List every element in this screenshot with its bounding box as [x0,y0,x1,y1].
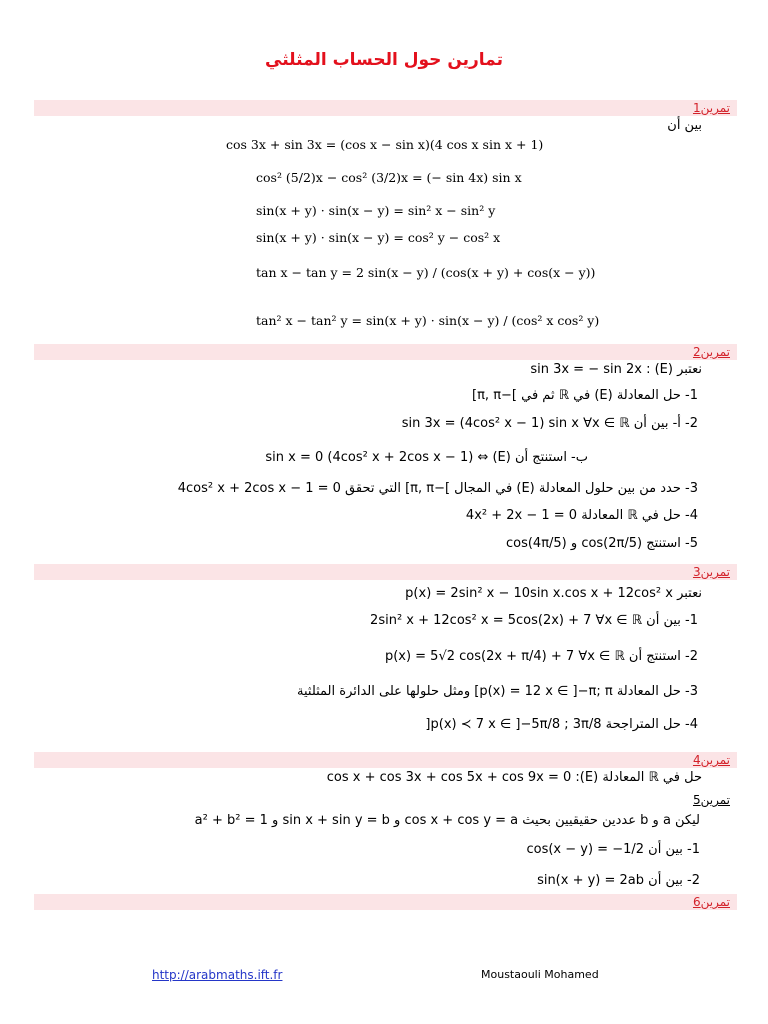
ex1-formula-1: cos 3x + sin 3x = (cos x − sin x)(4 cos x sin x + 1) [226,137,544,152]
ex1-formula-2: cos² (5/2)x − cos² (3/2)x = (− sin 4x) sin x [256,170,522,185]
ex2-line-1: نعتبر (E) : sin 3x = − sin 2x [530,362,702,377]
ex1-intro: بين أن [667,118,702,133]
exercise-5-heading: تمرين5 [692,793,730,807]
exercise-6-heading: تمرين6 [692,895,730,909]
exercise-3-heading: تمرين3 [692,565,730,579]
exercise-1-heading: تمرين1 [692,101,730,115]
ex1-formula-3: sin(x + y) · sin(x − y) = sin² x − sin² y [256,203,496,218]
ex3-line-3: 2- استنتج أن p(x) = 5√2 cos(2x + π/4) + 7 ∀x ∈ ℝ [384,649,698,664]
exercise-2-band [34,344,737,360]
ex2-line-4: ب- استنتج أن (E) ⇔ (4cos² x + 2cos x − 1) sin x = 0 [265,450,588,465]
exercise-4-heading: تمرين4 [692,753,730,767]
ex1-formula-6: tan² x − tan² y = sin(x + y) · sin(x − y) / (cos² x cos² y) [256,313,600,328]
ex2-line-7: 5- استنتج cos(2π/5) و cos(4π/5) [505,536,698,551]
page-title: تمارين حول الحساب المثلثي [265,50,503,70]
ex3-line-1: نعتبر p(x) = 2sin² x − 10sin x.cos x + 12cos² x [405,586,702,601]
exercise-2-heading: تمرين2 [692,345,730,359]
exercise-6-band [34,894,737,910]
ex3-line-2: 1- بين أن 2sin² x + 12cos² x = 5cos(2x) + 7 ∀x ∈ ℝ [370,613,698,628]
ex5-line-1: ليكن a و b عددين حقيقيين بحيث cos x + cos y = a و sin x + sin y = b و a² + b² = 1 [194,813,700,828]
footer-author: Moustaouli Mohamed [481,968,599,981]
ex2-line-6: 4- حل في ℝ المعادلة 4x² + 2x − 1 = 0 [465,508,698,523]
ex2-line-2: 1- حل المعادلة (E) في ℝ ثم في ]−π, π] [472,388,698,403]
ex2-line-3: 2- أ- بين أن sin 3x = (4cos² x − 1) sin x ∀x ∈ ℝ [401,416,698,431]
ex5-line-2: 1- بين أن cos(x − y) = −1/2 [526,842,700,857]
footer-website-link[interactable]: http://arabmaths.ift.fr [152,968,283,982]
exercise-1-band [34,100,737,116]
ex1-formula-5: tan x − tan y = 2 sin(x − y) / (cos(x + y) + cos(x − y)) [256,265,596,280]
ex2-line-5: 3- حدد من بين حلول المعادلة (E) في المجال ]−π, π] التي تحقق 4cos² x + 2cos x − 1 = 0 [177,481,698,496]
ex3-line-4: 3- حل المعادلة p(x) = 12 x ∈ ]−π; π] ومثل حلولها على الدائرة المثلثية [297,684,698,699]
exercise-3-band [34,564,737,580]
ex4-line-1: حل في ℝ المعادلة (E): cos x + cos 3x + cos 5x + cos 9x = 0 [326,770,702,785]
exercise-4-band [34,752,737,768]
ex1-formula-4: sin(x + y) · sin(x − y) = cos² y − cos² x [256,230,501,245]
ex3-line-5: 4- حل المتراجحة p(x) ≺ 7 x ∈ ]−5π/8 ; 3π/8[ [425,717,698,732]
ex5-line-3: 2- بين أن sin(x + y) = 2ab [537,873,700,888]
